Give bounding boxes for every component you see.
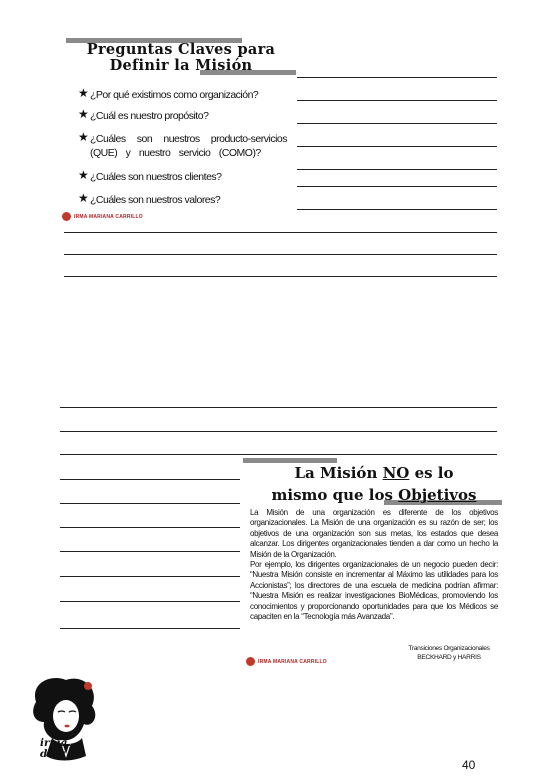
note-line <box>60 454 497 455</box>
star-icon: ★ <box>78 107 89 121</box>
note-line <box>297 77 497 78</box>
note-line <box>60 479 240 480</box>
star-icon: ★ <box>78 86 89 100</box>
author-logo: IRMA MARIANA CARRILLO <box>246 657 327 666</box>
note-line <box>297 123 497 124</box>
source-reference: Transiciones Organizacionales BECKHARD y HARRIS <box>408 645 490 661</box>
question-item: ★ ¿Cuáles son nuestros clientes? <box>78 168 222 183</box>
slide-body-text <box>250 508 498 622</box>
note-line <box>297 100 497 101</box>
logo-mark-icon <box>246 657 255 666</box>
star-icon: ★ <box>78 130 89 144</box>
note-line <box>60 503 240 504</box>
body-paragraph: La Misión de una organización es diferente de los objetivos organizacionales. La Misión de una organización es su razón de ser; los objetivos de una organización son sus metas, los estados que desea alcanzar. Los dirigentes organizacionales tienden a dar como un hecho la Misión de la Organización. <box>250 508 498 559</box>
note-line <box>297 186 497 187</box>
note-line <box>64 232 497 233</box>
note-line <box>60 628 240 629</box>
note-line <box>60 601 240 602</box>
note-line <box>297 209 497 210</box>
logo-mark-icon <box>62 212 71 221</box>
note-line <box>60 527 240 528</box>
star-icon: ★ <box>78 191 89 205</box>
question-item: ★ ¿Cuál es nuestro propósito? <box>78 107 209 122</box>
body-paragraph: Por ejemplo, los dirigentes organizacionales de un negocio pueden decir: “Nuestra Misión consiste en incrementar al Máximo las utilidades para los Accionistas”; los directores de una escuela de medicina podrían afirmar: “Nuestra Misión es realizar investigaciones BioMédicas, promoviendo los conocimientos y proporcionando oportunidades para que los Médicos se capaciten en la “Tecnología más Avanzada”. <box>250 560 498 622</box>
question-item: ★ ¿Cuáles son nuestros valores? <box>78 191 221 206</box>
note-line <box>297 169 497 170</box>
star-icon: ★ <box>78 168 89 182</box>
note-line <box>60 431 497 432</box>
mission-questions-slide <box>62 38 300 234</box>
question-item: ★ ¿Por qué existimos como organización? <box>78 86 259 101</box>
slide-title: Preguntas Claves para Definir la Misión <box>86 41 276 74</box>
page-number: 40 <box>462 758 476 772</box>
note-line <box>60 576 240 577</box>
note-line <box>60 407 497 408</box>
note-line <box>64 254 497 255</box>
note-line <box>64 276 497 277</box>
note-line <box>60 551 240 552</box>
note-line <box>297 146 497 147</box>
author-logo: IRMA MARIANA CARRILLO <box>62 212 143 221</box>
slide-title: La Misión NO es lo mismo que los Objetivos <box>271 464 477 504</box>
brand-wordmark: irma. delu <box>40 737 72 760</box>
question-item: ★ ¿Cuáles son nuestros producto-servicios (QUE) y nuestro servicio (COMO)? <box>78 130 287 159</box>
